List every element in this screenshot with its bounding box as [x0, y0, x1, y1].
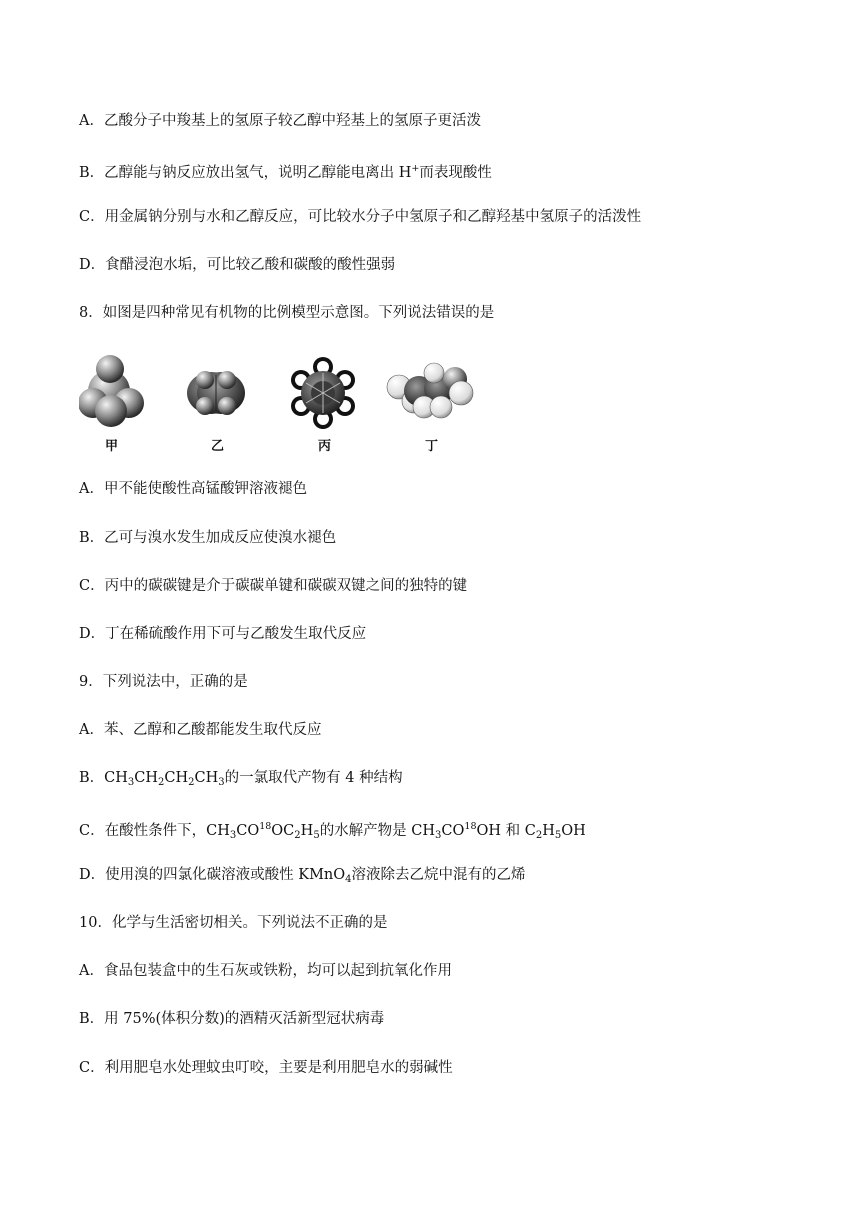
- q7-option-c: C．用金属钠分别与水和乙醇反应，可比较水分子中氢原子和乙醇羟基中氢原子的活泼性: [79, 209, 642, 225]
- molecule-models-figure: [79, 349, 479, 459]
- q10-option-a: A．食品包装盒中的生石灰或铁粉，均可以起到抗氧化作用: [79, 963, 452, 979]
- q10-option-b: B．用 75%(体积分数)的酒精灭活新型冠状病毒: [79, 1011, 385, 1027]
- ethylene-model: [187, 371, 245, 415]
- q8-option-c: C．丙中的碳碳键是介于碳碳单键和碳碳双键之间的独特的键: [79, 578, 468, 594]
- molecule-models-image: [79, 349, 479, 433]
- label-yi: 乙: [211, 439, 225, 454]
- q8-option-b: B．乙可与溴水发生加成反应使溴水褪色: [79, 530, 337, 546]
- benzene-model: [291, 357, 355, 429]
- q7-option-b: B．乙醇能与钠反应放出氢气，说明乙醇能电离出 H+而表现酸性: [79, 163, 492, 181]
- q8-option-a: A．甲不能使酸性高锰酸钾溶液褪色: [79, 481, 307, 497]
- label-ding: 丁: [425, 439, 439, 454]
- q9-option-d: D．使用溴的四氯化碳溶液或酸性 KMnO$_4$溶液除去乙烷中混有的乙烯: [79, 867, 526, 885]
- q10-stem: 10．化学与生活密切相关。下列说法不正确的是: [79, 915, 388, 931]
- q10-option-c: C．利用肥皂水处理蚊虫叮咬，主要是利用肥皂水的弱碱性: [79, 1060, 453, 1076]
- ethanol-model: [387, 363, 473, 418]
- methane-model: [79, 355, 144, 427]
- q7-option-d: D．食醋浸泡水垢，可比较乙酸和碳酸的酸性强弱: [79, 257, 396, 273]
- q9-option-b: B．$CH_3CH_2CH_2CH_3$的一氯取代产物有 4 种结构: [79, 770, 403, 788]
- q9-stem: 9．下列说法中，正确的是: [79, 674, 248, 690]
- q7-option-a: A．乙酸分子中羧基上的氢原子较乙醇中羟基上的氢原子更活泼: [79, 113, 481, 129]
- q9-option-c: C．在酸性条件下，$CH_3CO^{18}OC_2H_5$的水解产物是 $CH_3CO^{18}OH$ 和 $C_2H_5OH$: [79, 821, 586, 841]
- q9-option-a: A．苯、乙醇和乙酸都能发生取代反应: [79, 722, 322, 738]
- label-bing: 丙: [318, 439, 332, 454]
- label-jia: 甲: [105, 439, 119, 454]
- q8-option-d: D．丁在稀硫酸作用下可与乙酸发生取代反应: [79, 626, 367, 642]
- q8-stem: 8．如图是四种常见有机物的比例模型示意图。下列说法错误的是: [79, 305, 495, 321]
